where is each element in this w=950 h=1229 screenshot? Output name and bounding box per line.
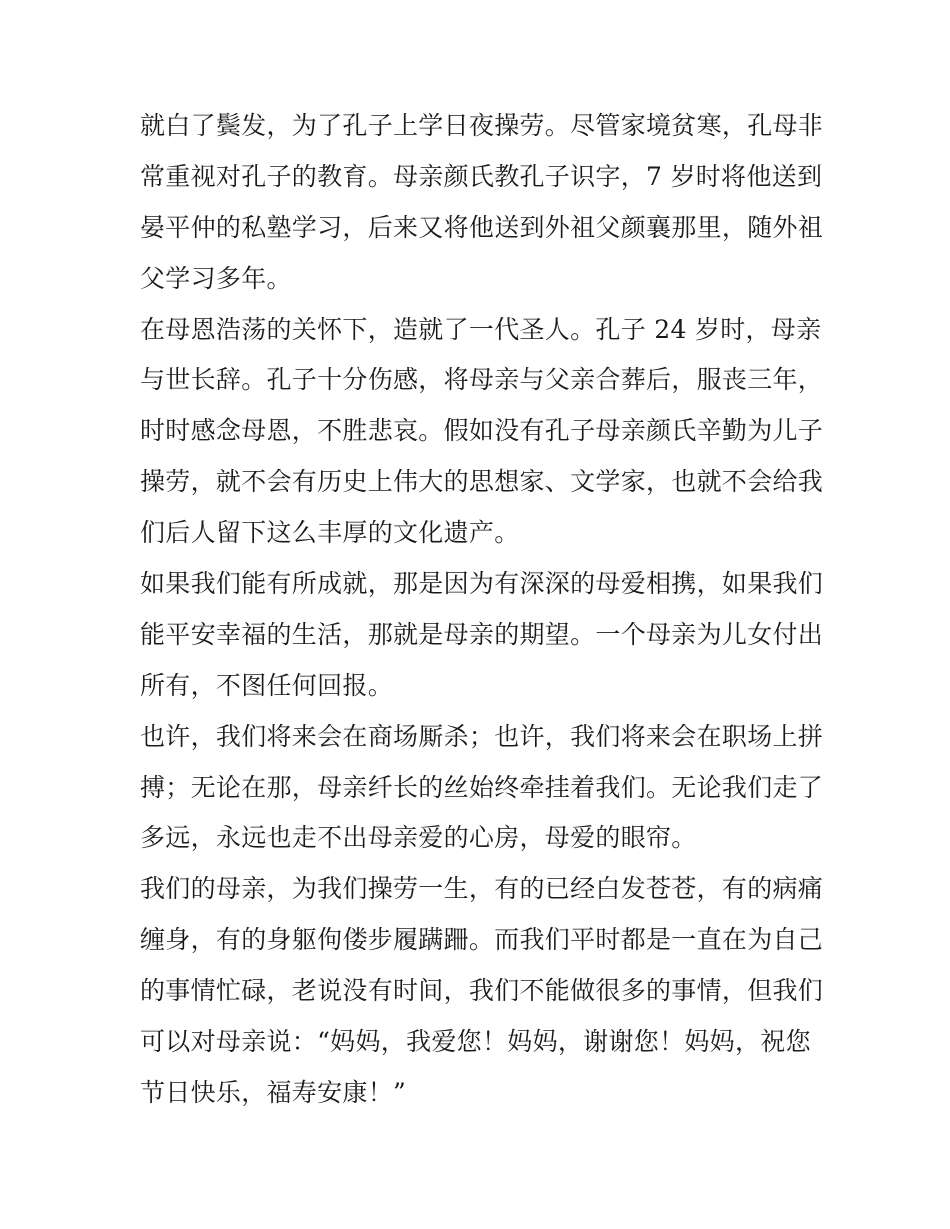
text-line: 就白了鬓发，为了孔子上学日夜操劳。尽管家境贫寒，孔母非	[140, 111, 824, 140]
text-line: 多远，永远也走不出母亲爱的心房，母爱的眼帘。	[140, 823, 697, 853]
text-line: 能平安幸福的生活，那就是母亲的期望。一个母亲为儿女付出	[140, 619, 824, 649]
text-line: 们后人留下这么丰厚的文化遗产。	[140, 518, 520, 548]
text-line: 晏平仲的私塾学习，后来又将他送到外祖父颜襄那里，随外祖	[140, 212, 824, 242]
text-line: 操劳，就不会有历史上伟大的思想家、文学家，也就不会给我	[140, 467, 824, 497]
text-line: 常重视对孔子的教育。母亲颜氏教孔子识字，7 岁时将他送到	[140, 161, 823, 191]
text-line: 也许，我们将来会在商场厮杀；也许，我们将来会在职场上拼	[140, 721, 824, 751]
text-line: 所有，不图任何回报。	[140, 670, 394, 700]
text-line: 可以对母亲说：“妈妈，我爱您！妈妈，谢谢您！妈妈，祝您	[140, 1027, 811, 1057]
text-line: 搏；无论在那，母亲纤长的丝始终牵挂着我们。无论我们走了	[140, 772, 824, 802]
text-line: 时时感念母恩，不胜悲哀。假如没有孔子母亲颜氏辛勤为儿子	[140, 416, 824, 446]
text-line: 缠身，有的身躯佝偻步履蹒跚。而我们平时都是一直在为自己	[140, 925, 824, 955]
text-line: 在母恩浩荡的关怀下，造就了一代圣人。孔子 24 岁时，母亲	[140, 314, 822, 344]
text-line: 与世长辞。孔子十分伤感，将母亲与父亲合葬后，服丧三年，	[140, 365, 824, 395]
text-line: 如果我们能有所成就，那是因为有深深的母爱相携，如果我们	[140, 569, 824, 599]
text-line: 的事情忙碌，老说没有时间，我们不能做很多的事情，但我们	[140, 976, 824, 1006]
text-line: 我们的母亲，为我们操劳一生，有的已经白发苍苍，有的病痛	[140, 874, 824, 904]
body-text	[140, 101, 824, 1119]
text-line: 父学习多年。	[140, 263, 292, 293]
text-line: 节日快乐，福寿安康！”	[140, 1077, 407, 1107]
